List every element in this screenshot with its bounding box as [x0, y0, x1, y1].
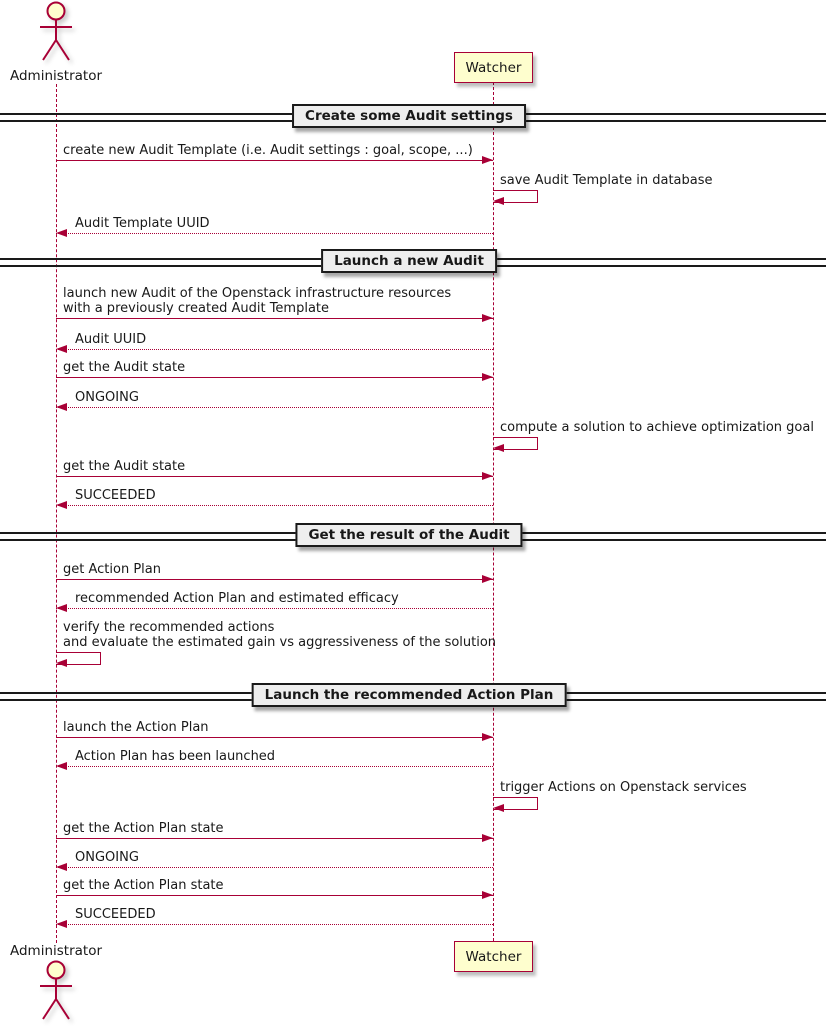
message-text: [500, 173, 713, 188]
message-arrow-return: [56, 349, 493, 350]
message-text: [63, 360, 185, 375]
message-arrow-solid: [56, 377, 493, 378]
watcher-box-bottom: [454, 941, 533, 972]
message-line: Audit Template UUID: [75, 216, 210, 231]
message-line: trigger Actions on Openstack services: [500, 780, 747, 795]
message-text: [75, 488, 156, 503]
message-line: and evaluate the estimated gain vs aggressiveness of the solution: [63, 635, 497, 650]
arrowhead-left-icon: [493, 804, 504, 812]
message-arrow-return: [56, 407, 493, 408]
arrowhead-left-icon: [56, 345, 67, 353]
message-line: get the Audit state: [63, 459, 186, 474]
section-divider-label: Launch the recommended Action Plan: [252, 683, 567, 707]
arrowhead-right-icon: [482, 733, 493, 741]
message-line: verify the recommended actions: [63, 620, 275, 635]
arrowhead-left-icon: [56, 659, 67, 667]
arrowhead-left-icon: [56, 863, 67, 871]
message-line: ONGOING: [75, 390, 139, 405]
message-text: [75, 332, 146, 347]
message-line: get the Audit state: [63, 360, 186, 375]
watcher-label-bottom: Watcher: [465, 948, 522, 965]
message-arrow-return: [56, 766, 493, 767]
message-text: [63, 878, 224, 893]
administrator-label-top: Administrator: [9, 68, 103, 84]
arrowhead-right-icon: [482, 156, 493, 164]
arrowhead-left-icon: [56, 762, 67, 770]
message-line: get the Action Plan state: [63, 821, 224, 836]
arrowhead-left-icon: [493, 197, 504, 205]
administrator-actor-icon: [30, 0, 82, 67]
message-arrow-return: [56, 233, 493, 234]
message-arrow-return: [56, 867, 493, 868]
message-text: [75, 591, 399, 606]
message-line: create new Audit Template (i.e. Audit settings : goal, scope, ...): [63, 143, 473, 158]
arrowhead-left-icon: [56, 403, 67, 411]
section-divider-label: Get the result of the Audit: [295, 523, 522, 547]
watcher-box-top: [454, 52, 533, 83]
message-text: [75, 907, 156, 922]
administrator-actor-icon-bottom: [30, 959, 82, 1026]
message-text: [75, 850, 139, 865]
message-arrow-solid: [56, 160, 493, 161]
message-arrow-solid: [56, 476, 493, 477]
message-text: [500, 420, 814, 435]
message-arrow-return: [56, 924, 493, 925]
message-text: [63, 459, 185, 474]
message-arrow-return: [56, 505, 493, 506]
message-text: [63, 562, 161, 577]
watcher-label-top: Watcher: [465, 59, 522, 76]
arrowhead-left-icon: [56, 501, 67, 509]
message-text: [63, 620, 496, 650]
arrowhead-right-icon: [482, 373, 493, 381]
administrator-lifeline: [56, 84, 57, 943]
message-arrow-solid: [56, 838, 493, 839]
message-line: get the Action Plan state: [63, 878, 224, 893]
arrowhead-left-icon: [493, 444, 504, 452]
message-line: Action Plan has been launched: [75, 749, 276, 764]
arrowhead-right-icon: [482, 834, 493, 842]
arrowhead-right-icon: [482, 575, 493, 583]
arrowhead-left-icon: [56, 604, 67, 612]
message-line: SUCCEEDED: [75, 488, 156, 503]
message-line: compute a solution to achieve optimization goal: [500, 420, 814, 435]
message-text: [75, 216, 210, 231]
message-line: ONGOING: [75, 850, 139, 865]
message-arrow-solid: [56, 579, 493, 580]
message-line: get Action Plan: [63, 562, 161, 577]
message-line: launch the Action Plan: [63, 720, 209, 735]
message-line: save Audit Template in database: [500, 173, 713, 188]
message-text: [63, 821, 224, 836]
section-divider-label: Launch a new Audit: [321, 249, 497, 273]
message-text: [75, 390, 139, 405]
message-arrow-return: [56, 608, 493, 609]
administrator-label-bottom: Administrator: [9, 943, 103, 959]
arrowhead-right-icon: [482, 314, 493, 322]
message-text: [63, 286, 451, 316]
message-line: Audit UUID: [75, 332, 147, 347]
message-line: SUCCEEDED: [75, 907, 156, 922]
message-text: [63, 143, 473, 158]
message-line: launch new Audit of the Openstack infrastructure resources: [63, 286, 452, 301]
message-arrow-solid: [56, 737, 493, 738]
message-arrow-solid: [56, 895, 493, 896]
arrowhead-left-icon: [56, 920, 67, 928]
section-divider-label: Create some Audit settings: [292, 104, 526, 128]
message-line: recommended Action Plan and estimated efficacy: [75, 591, 399, 606]
arrowhead-right-icon: [482, 472, 493, 480]
message-arrow-solid: [56, 318, 493, 319]
message-text: [63, 720, 209, 735]
watcher-lifeline: [493, 82, 494, 941]
message-text: [75, 749, 275, 764]
message-line: with a previously created Audit Template: [63, 301, 330, 316]
arrowhead-left-icon: [56, 229, 67, 237]
message-text: [500, 780, 747, 795]
arrowhead-right-icon: [482, 891, 493, 899]
